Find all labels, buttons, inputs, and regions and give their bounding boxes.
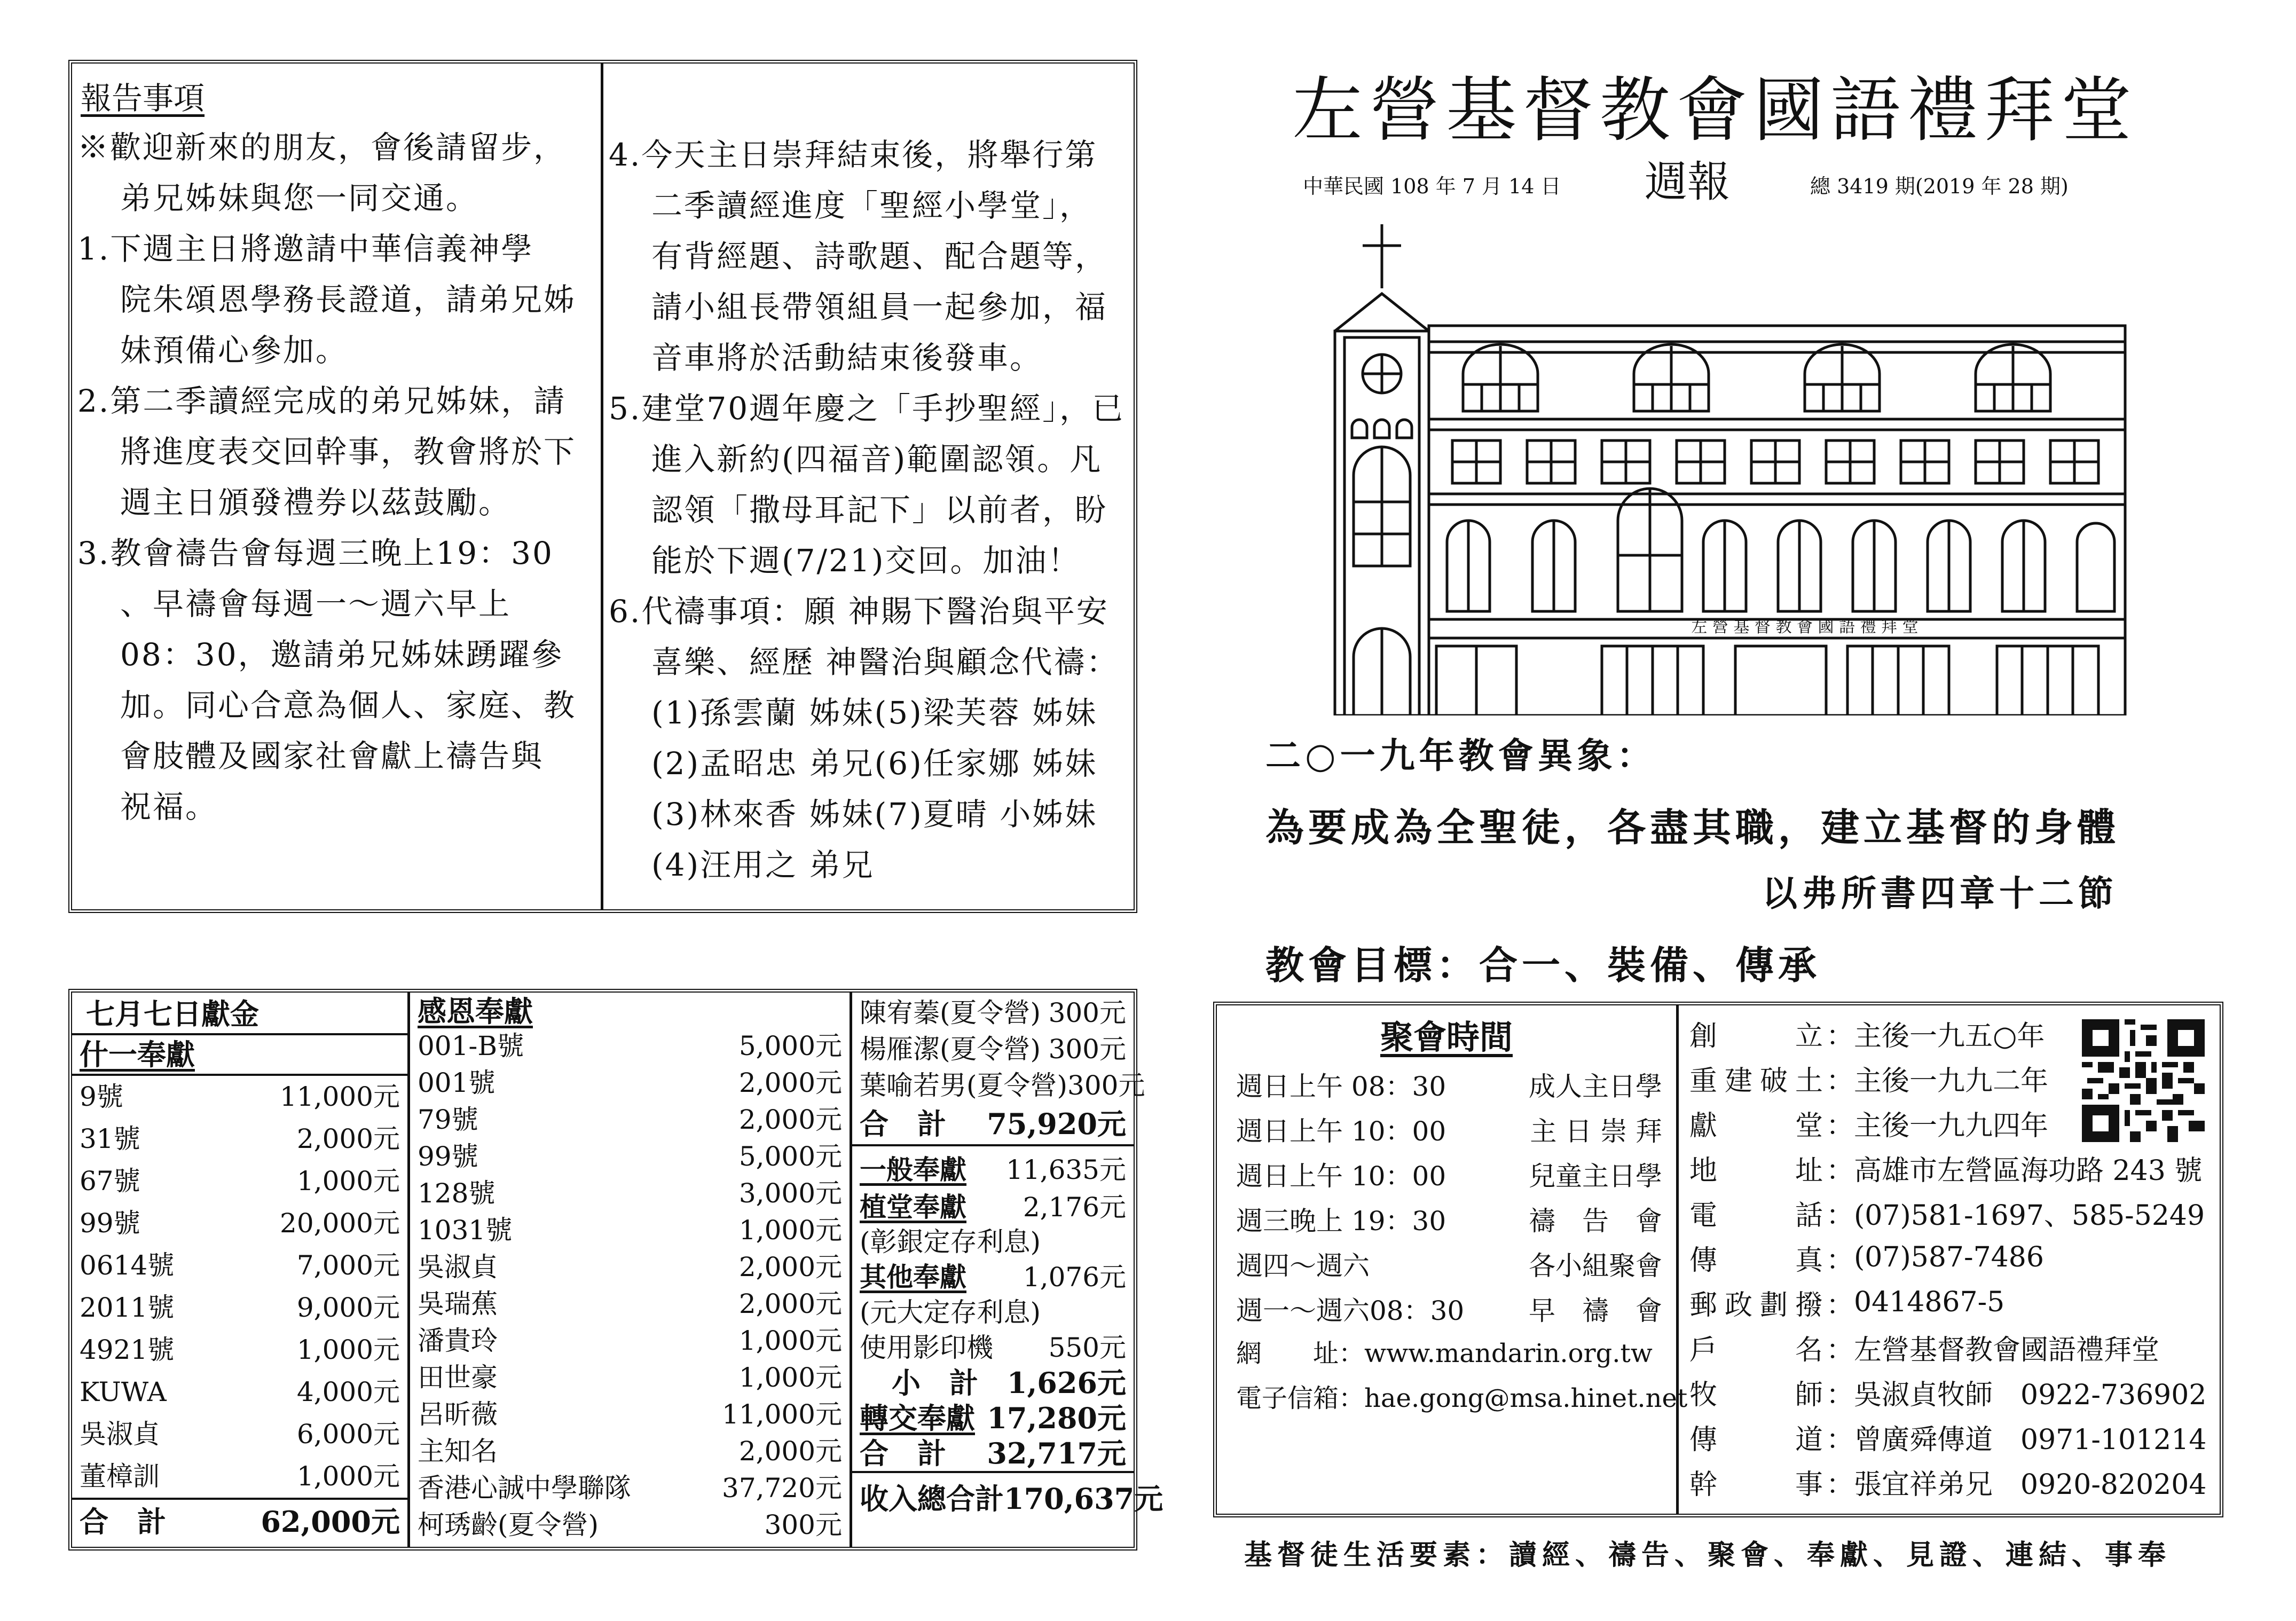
announcement-list-right bbox=[609, 130, 1127, 891]
amount: 7,000元 bbox=[296, 1250, 400, 1281]
announcement-line: 能於下週(7/21)交回。加油！ bbox=[651, 542, 1081, 579]
amount: 5,000元 bbox=[738, 1030, 842, 1061]
email: 電子信箱：hae.gong@msa.hinet.net bbox=[1236, 1383, 1688, 1413]
announcement-line: 院朱頌恩學務長證道，請弟兄姊 bbox=[120, 281, 577, 318]
offering-date-title: 七月七日獻金 bbox=[86, 997, 259, 1031]
amount: 3,000元 bbox=[738, 1178, 842, 1209]
announcement-line: 6.代禱事項：願 神賜下醫治與平安 bbox=[609, 593, 1109, 629]
donor-name: 79號 bbox=[418, 1104, 478, 1135]
amount: 11,000元 bbox=[722, 1399, 842, 1430]
donor-name: 128號 bbox=[418, 1178, 496, 1209]
info-value: 曾廣舜傳道 0971-101214 bbox=[1854, 1423, 2207, 1456]
donor-name: 0614號 bbox=[80, 1250, 175, 1281]
donor-name: 99號 bbox=[418, 1141, 478, 1172]
amount: 2,000元 bbox=[738, 1252, 842, 1282]
offering-row bbox=[80, 1413, 400, 1455]
announcement-line: 2.第二季讀經完成的弟兄姊妹，請 bbox=[77, 383, 567, 419]
church-info-row: 重 建 破 土 ： 主後一九九二年 bbox=[1679, 1056, 2220, 1100]
amount: 1,000元 bbox=[738, 1362, 842, 1393]
amount: 5,000元 bbox=[738, 1141, 842, 1172]
offering-row bbox=[80, 1329, 400, 1371]
info-label: 郵 政 劃 撥 bbox=[1689, 1289, 1823, 1321]
announcements-box bbox=[68, 60, 1137, 913]
website: 網 址：www.mandarin.org.tw bbox=[1236, 1339, 1653, 1368]
subtotal-2-value: 1,626元 bbox=[1007, 1366, 1126, 1400]
other-offering-value: 1,076元 bbox=[1023, 1262, 1126, 1293]
announcement-item bbox=[77, 376, 595, 528]
church-info-row: 電 話 ： (07)581-1697、585-5249 bbox=[1679, 1190, 2220, 1235]
general-offering-row bbox=[860, 1150, 1126, 1190]
meeting-name: 兒童主日學 bbox=[1529, 1161, 1662, 1192]
announcement-item bbox=[77, 224, 595, 376]
amount: 300元 bbox=[1048, 1034, 1126, 1065]
info-value: 左營基督教會國語禮拜堂 bbox=[1854, 1334, 2160, 1366]
donor-name: 4921號 bbox=[80, 1334, 175, 1365]
amount: 6,000元 bbox=[296, 1419, 400, 1450]
meeting-times-title: 聚會時間 bbox=[1380, 1018, 1513, 1057]
church-info-row: 創 立 ： 主後一九五○年 bbox=[1679, 1011, 2220, 1056]
offering-row bbox=[418, 1028, 842, 1065]
info-label: 地 址 bbox=[1689, 1154, 1823, 1187]
subtotal-3-label: 合 計 bbox=[860, 1436, 946, 1470]
offering-row bbox=[418, 1286, 842, 1323]
offering-row bbox=[418, 1433, 842, 1470]
vision-statement: 為要成為全聖徒，各盡其職，建立基督的身體 bbox=[1265, 805, 2120, 850]
subtotal-1-value: 75,920元 bbox=[987, 1107, 1126, 1141]
announcement-item bbox=[77, 122, 595, 224]
tithe-list bbox=[80, 1076, 400, 1498]
announcement-line: 弟兄姊妹與您一同交通。 bbox=[120, 180, 479, 216]
amount: 9,000元 bbox=[296, 1292, 400, 1323]
donor-name: 潘貴玲 bbox=[418, 1325, 498, 1356]
donor-name: 001-B號 bbox=[418, 1030, 524, 1061]
announcement-line: 音車將於活動結束後發車。 bbox=[651, 340, 1043, 376]
offering-row bbox=[860, 1031, 1126, 1067]
info-label: 幹 事 bbox=[1689, 1468, 1823, 1501]
subtotal-1-label: 合 計 bbox=[860, 1107, 946, 1141]
other-offering-label: 其他奉獻 bbox=[860, 1261, 966, 1293]
copier-label: 使用影印機 bbox=[860, 1332, 993, 1363]
tithe-total-value: 62,000元 bbox=[261, 1505, 400, 1539]
thanksgiving-title: 感恩奉獻 bbox=[418, 994, 533, 1028]
subtotal-3-row bbox=[860, 1436, 1126, 1471]
donor-name: 31號 bbox=[80, 1123, 140, 1154]
announcements-right-column bbox=[603, 64, 1132, 909]
tithe-title: 什一奉獻 bbox=[80, 1037, 195, 1072]
amount: 1,000元 bbox=[296, 1166, 400, 1197]
amount: 1,000元 bbox=[296, 1461, 400, 1492]
announcement-line: ※歡迎新來的朋友，會後請留步， bbox=[77, 129, 567, 166]
donor-name: 67號 bbox=[80, 1166, 140, 1197]
christian-life-essentials: 基督徒生活要素：讀經、禱告、聚會、奉獻、見證、連結、事奉 bbox=[1244, 1539, 2172, 1571]
offering-thanksgiving-column bbox=[410, 993, 850, 1547]
subtotal-2-row bbox=[860, 1365, 1126, 1400]
offering-row bbox=[418, 1323, 842, 1359]
offering-row bbox=[418, 1359, 842, 1396]
announcement-line: 祝福。 bbox=[120, 789, 218, 825]
bulletin-date: 中華民國 108 年 7 月 14 日 bbox=[1303, 175, 1561, 198]
amount: 1,000元 bbox=[738, 1325, 842, 1356]
info-value: (07)581-1697、585-5249 bbox=[1854, 1199, 2205, 1232]
amount: 300元 bbox=[1048, 997, 1126, 1028]
announcement-line: 會肢體及國家社會獻上禱告與 bbox=[120, 738, 544, 774]
announcement-item bbox=[609, 130, 1127, 383]
meeting-time: 週日上午 08：30 bbox=[1236, 1071, 1446, 1102]
thanksgiving-list bbox=[418, 1028, 842, 1544]
church-planting-row bbox=[860, 1190, 1126, 1224]
donor-name: 1031號 bbox=[418, 1215, 513, 1246]
announcement-line: 4.今天主日崇拜結束後，將舉行第 bbox=[609, 137, 1098, 173]
offering-row bbox=[860, 1067, 1145, 1104]
announcement-line: (4)汪用之 弟兄 bbox=[651, 847, 875, 883]
church-info-row: 幹 事 ： 張宜祥弟兄 0920-820204 bbox=[1679, 1459, 2220, 1504]
church-planting-note: (彰銀定存利息) bbox=[860, 1226, 1041, 1257]
announcements-left-column bbox=[72, 64, 601, 909]
meeting-time: 週四～週六 bbox=[1236, 1250, 1370, 1281]
transfer-offering-label: 轉交奉獻 bbox=[860, 1401, 975, 1435]
meeting-times-column bbox=[1217, 1005, 1688, 1514]
info-value: (07)587-7486 bbox=[1854, 1241, 2044, 1273]
meeting-name: 各小組聚會 bbox=[1529, 1250, 1662, 1281]
donor-name: 吳瑞蕉 bbox=[418, 1288, 498, 1319]
transfer-offering-value: 17,280元 bbox=[987, 1401, 1126, 1435]
subtotal-2-label: 小 計 bbox=[892, 1366, 978, 1400]
info-label: 戶 名 bbox=[1689, 1334, 1823, 1366]
church-info-row: 牧 師 ： 吳淑貞牧師 0922-736902 bbox=[1679, 1370, 2220, 1414]
offering-row bbox=[80, 1076, 400, 1118]
meeting-name: 主 日 崇 拜 bbox=[1530, 1116, 1662, 1147]
meeting-name: 禱 告 會 bbox=[1529, 1206, 1662, 1237]
announcement-item bbox=[609, 383, 1127, 586]
announcement-line: 請小組長帶領組員一起參加，福 bbox=[651, 289, 1108, 325]
church-info-row: 傳 真 ： (07)587-7486 bbox=[1679, 1235, 2220, 1280]
offering-row bbox=[418, 1175, 842, 1212]
meeting-time: 週日上午 10：00 bbox=[1236, 1161, 1446, 1192]
offering-row bbox=[418, 1249, 842, 1286]
offering-row bbox=[418, 1212, 842, 1249]
info-value: 張宜祥弟兄 0920-820204 bbox=[1854, 1468, 2207, 1501]
info-label: 重 建 破 土 bbox=[1689, 1065, 1823, 1097]
donor-name: 陳宥蓁(夏令營) bbox=[860, 997, 1041, 1028]
announcement-line: 週主日頒發禮券以茲鼓勵。 bbox=[120, 484, 512, 521]
offering-row bbox=[418, 1507, 842, 1544]
offering-row bbox=[80, 1202, 400, 1245]
announcement-line: 有背經題、詩歌題、配合題等， bbox=[651, 238, 1108, 274]
info-label: 牧 師 bbox=[1689, 1379, 1823, 1411]
donor-name: 呂昕薇 bbox=[418, 1399, 498, 1430]
announcement-line: 喜樂、經歷 神醫治與顧念代禱： bbox=[651, 644, 1119, 680]
weekly-label: 週報 bbox=[1645, 157, 1730, 207]
church-title: 左營基督教會國語禮拜堂 bbox=[1292, 69, 2138, 152]
amount: 2,000元 bbox=[738, 1104, 842, 1135]
meeting-time: 週日上午 10：00 bbox=[1236, 1116, 1446, 1147]
offering-tithe-column bbox=[72, 993, 407, 1547]
info-label: 獻 堂 bbox=[1689, 1109, 1823, 1142]
grand-total-label: 收入總合 bbox=[860, 1482, 975, 1516]
subtotal-3-value: 32,717元 bbox=[987, 1436, 1126, 1470]
meeting-name: 成人主日學 bbox=[1529, 1071, 1662, 1102]
amount: 300元 bbox=[764, 1509, 842, 1540]
offering-row bbox=[860, 995, 1126, 1031]
meeting-row bbox=[1217, 1107, 1676, 1152]
announcement-line: 1.下週主日將邀請中華信義神學 bbox=[77, 231, 534, 267]
church-info-row: 傳 道 ： 曾廣舜傳道 0971-101214 bbox=[1679, 1414, 2220, 1459]
church-info-row: 郵 政 劃 撥 ： 0414867-5 bbox=[1679, 1280, 2220, 1325]
meeting-row bbox=[1217, 1286, 1676, 1331]
amount: 2,000元 bbox=[738, 1067, 842, 1098]
announcement-list-left bbox=[77, 122, 595, 832]
announcement-line: (1)孫雲蘭 姊妹(5)梁芙蓉 姊妹 bbox=[651, 695, 1098, 731]
offering-row bbox=[418, 1101, 842, 1138]
donor-name: 99號 bbox=[80, 1208, 140, 1239]
donor-name: 柯琇齡(夏令營) bbox=[418, 1509, 599, 1540]
meeting-row bbox=[1217, 1241, 1676, 1286]
meeting-row bbox=[1217, 1062, 1676, 1107]
vision-heading: 二○一九年教會異象： bbox=[1265, 735, 1656, 776]
announcement-line: 08：30，邀請弟兄姊妹踴躍參 bbox=[120, 636, 564, 673]
donor-name: 田世豪 bbox=[418, 1362, 498, 1393]
church-info-row: 地 址 ： 高雄市左營區海功路 243 號 bbox=[1679, 1145, 2220, 1190]
offering-row bbox=[80, 1455, 400, 1498]
transfer-offering-row bbox=[860, 1400, 1126, 1436]
donor-name: 董樟訓 bbox=[80, 1461, 160, 1492]
offering-row bbox=[80, 1160, 400, 1202]
church-info-row: 獻 堂 ： 主後一九九四年 bbox=[1679, 1100, 2220, 1145]
offering-summary-column bbox=[852, 993, 1163, 1547]
announcement-line: 進入新約(四福音)範圍認領。凡 bbox=[651, 441, 1103, 477]
info-label: 創 立 bbox=[1689, 1020, 1823, 1052]
announcement-line: 認領「撒母耳記下」以前者，盼 bbox=[651, 492, 1108, 528]
church-goal: 教會目標：合一、裝備、傳承 bbox=[1265, 943, 1821, 988]
church-planting-value: 2,176元 bbox=[1023, 1192, 1126, 1223]
donor-name: 香港心誠中學聯隊 bbox=[418, 1473, 631, 1504]
announcement-line: 5.建堂70週年慶之「手抄聖經」，已 bbox=[609, 390, 1125, 427]
donor-name: 2011號 bbox=[80, 1292, 175, 1323]
meeting-schedule-list bbox=[1217, 1062, 1676, 1331]
announcements-title: 報告事項 bbox=[81, 80, 205, 116]
offering-row bbox=[80, 1245, 400, 1287]
meeting-time: 週一～週六08：30 bbox=[1236, 1295, 1465, 1326]
offering-row bbox=[80, 1371, 400, 1413]
amount: 2,000元 bbox=[296, 1123, 400, 1154]
amount: 37,720元 bbox=[722, 1473, 842, 1504]
amount: 1,000元 bbox=[738, 1215, 842, 1246]
info-value: 主後一九九二年 bbox=[1854, 1065, 2049, 1097]
announcement-line: 將進度表交回幹事，教會將於下 bbox=[120, 434, 577, 470]
announcement-line: (3)林來香 姊妹(7)夏晴 小姊妹 bbox=[651, 796, 1098, 832]
donor-name: 吳淑貞 bbox=[80, 1419, 160, 1450]
amount: 300元 bbox=[1067, 1070, 1145, 1101]
announcement-line: 、早禱會每週一～週六早上 bbox=[120, 586, 512, 622]
tithe-total-label: 合 計 bbox=[80, 1505, 166, 1539]
donor-name: 楊雁潔(夏令營) bbox=[860, 1034, 1041, 1065]
announcement-item bbox=[77, 528, 595, 832]
donor-name: 9號 bbox=[80, 1081, 123, 1112]
qr-code bbox=[2082, 1019, 2205, 1142]
announcement-line: 3.教會禱告會每週三晚上19：30 bbox=[77, 535, 554, 571]
offering-row bbox=[418, 1470, 842, 1507]
announcement-line: 加。同心合意為個人、家庭、教 bbox=[120, 687, 577, 723]
offering-row bbox=[80, 1118, 400, 1160]
donor-name: 001號 bbox=[418, 1067, 496, 1098]
info-value: 0414867-5 bbox=[1854, 1286, 2005, 1318]
other-offering-row bbox=[860, 1260, 1126, 1295]
grand-total-value: 計170,637元 bbox=[975, 1482, 1163, 1516]
offering-row bbox=[418, 1065, 842, 1101]
donor-name: 主知名 bbox=[418, 1436, 498, 1467]
tithe-total-row bbox=[80, 1500, 400, 1544]
info-value: 高雄市左營區海功路 243 號 bbox=[1854, 1154, 2203, 1187]
info-label: 傳 真 bbox=[1689, 1244, 1823, 1277]
amount: 1,000元 bbox=[296, 1334, 400, 1365]
general-offering-value: 11,635元 bbox=[1006, 1154, 1126, 1185]
subtotal-1-row bbox=[860, 1104, 1126, 1144]
amount: 4,000元 bbox=[296, 1376, 400, 1407]
amount: 2,000元 bbox=[738, 1288, 842, 1319]
meeting-row bbox=[1217, 1152, 1676, 1197]
church-info-row: 戶 名 ： 左營基督教會國語禮拜堂 bbox=[1679, 1325, 2220, 1370]
issue-number: 總 3419 期(2019 年 28 期) bbox=[1810, 175, 2069, 198]
copier-row bbox=[860, 1330, 1126, 1365]
amount: 20,000元 bbox=[280, 1208, 400, 1239]
info-value: 主後一九九四年 bbox=[1854, 1109, 2049, 1142]
amount: 2,000元 bbox=[738, 1436, 842, 1467]
offering-row bbox=[418, 1396, 842, 1433]
copier-value: 550元 bbox=[1048, 1332, 1126, 1363]
church-building-illustration bbox=[1303, 214, 2136, 715]
donor-name: 吳淑貞 bbox=[418, 1252, 498, 1282]
offering-row bbox=[80, 1287, 400, 1329]
offering-row bbox=[418, 1138, 842, 1175]
other-offering-note: (元大定存利息) bbox=[860, 1297, 1041, 1328]
announcement-item bbox=[609, 586, 1127, 891]
amount: 11,000元 bbox=[280, 1081, 400, 1112]
announcement-line: 二季讀經進度「聖經小學堂」， bbox=[651, 187, 1092, 224]
meeting-row bbox=[1217, 1197, 1676, 1241]
info-label: 傳 道 bbox=[1689, 1423, 1823, 1456]
offering-box bbox=[68, 989, 1163, 1551]
announcement-line: (2)孟昭忠 弟兄(6)任家娜 姊妹 bbox=[651, 745, 1098, 782]
grand-total-row bbox=[860, 1473, 1163, 1524]
church-planting-label: 植堂奉獻 bbox=[860, 1191, 966, 1223]
meeting-name: 早 禱 會 bbox=[1529, 1295, 1662, 1326]
general-offering-label: 一般奉獻 bbox=[860, 1154, 966, 1185]
summer-camp-list bbox=[860, 995, 1145, 1104]
donor-name: 葉喻若男(夏令營) bbox=[860, 1070, 1068, 1101]
info-value: 主後一九五○年 bbox=[1854, 1020, 2045, 1052]
building-sign-text: 左 營 基 督 教 會 國 語 禮 拜 堂 bbox=[1691, 618, 1918, 636]
donor-name: KUWA bbox=[80, 1376, 167, 1407]
announcement-line: 妹預備心參加。 bbox=[120, 332, 349, 368]
meetings-info-box bbox=[1213, 1002, 2223, 1517]
info-value: 吳淑貞牧師 0922-736902 bbox=[1854, 1379, 2207, 1411]
vision-verse: 以弗所書四章十二節 bbox=[1762, 873, 2118, 914]
meeting-time: 週三晚上 19：30 bbox=[1236, 1206, 1446, 1237]
info-label: 電 話 bbox=[1689, 1199, 1823, 1232]
